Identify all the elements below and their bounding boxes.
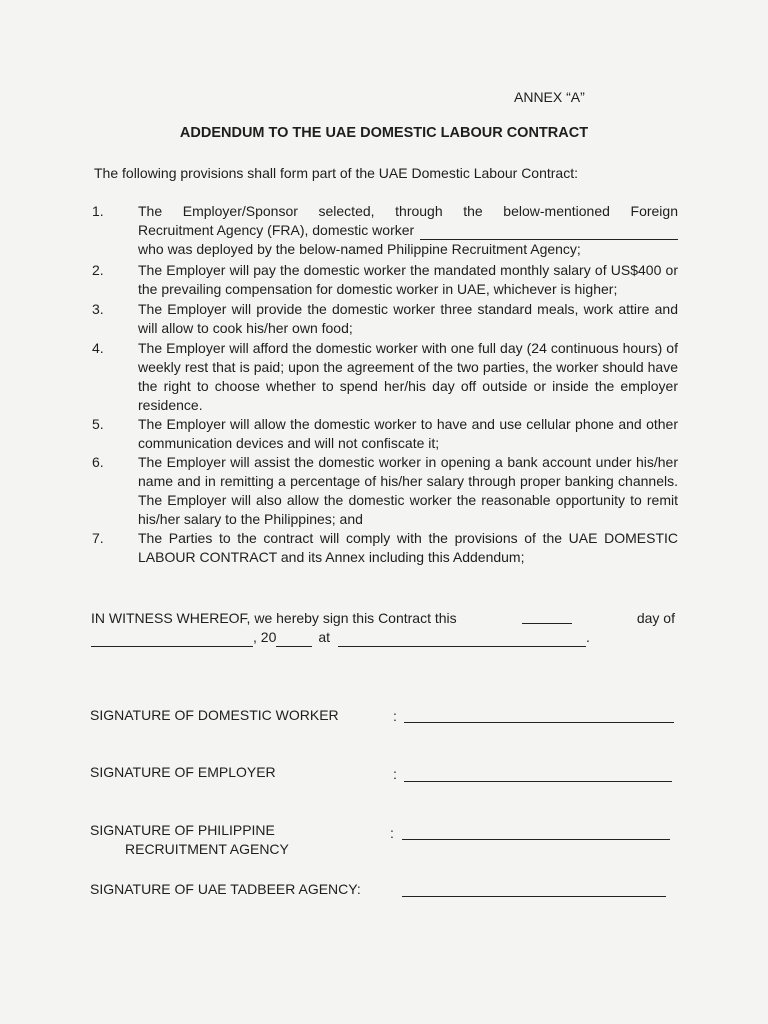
day-field[interactable] bbox=[522, 609, 572, 624]
provision-item bbox=[92, 202, 678, 259]
provision-text: The Parties to the contract will comply with the provisions of the UAE DOMESTIC LABOUR CONTRACT and its Annex including this Addendum; bbox=[138, 530, 678, 565]
domestic-worker-signature-line[interactable] bbox=[404, 722, 674, 723]
provision-text: The Employer will allow the domestic worker to have and use cellular phone and other communication devices and will not confiscate it; bbox=[138, 416, 678, 451]
philippine-agency-signature-line[interactable] bbox=[402, 839, 670, 840]
witness-text: at bbox=[318, 629, 331, 645]
provision-number: 6. bbox=[92, 454, 104, 470]
document-title: ADDENDUM TO THE UAE DOMESTIC LABOUR CONTRACT bbox=[179, 125, 589, 141]
provision-text: The Employer will afford the domestic worker with one full day (24 continuous hours) of weekly rest that is paid; upon the agreement of the two parties, the worker should have the right to choose whether to spend her/his day off outside or inside the employer residence. bbox=[138, 340, 678, 413]
provision-text: The Employer will pay the domestic worker the mandated monthly salary of US$400 or the prevailing compensation for domestic worker in UAE, whichever is higher; bbox=[138, 262, 678, 297]
provision-item bbox=[92, 453, 678, 529]
provision-number: 4. bbox=[92, 340, 104, 356]
witness-clause bbox=[91, 609, 675, 647]
provision-text: The Employer will provide the domestic worker three standard meals, work attire and will allow to cook his/her own food; bbox=[138, 301, 678, 336]
provision-item bbox=[92, 415, 678, 453]
signature-label-employer: SIGNATURE OF EMPLOYER bbox=[90, 764, 276, 780]
signature-label-domestic-worker: SIGNATURE OF DOMESTIC WORKER bbox=[90, 707, 339, 723]
provision-line: Recruitment Agency (FRA), domestic worker bbox=[138, 222, 415, 238]
witness-text: IN WITNESS WHEREOF, we hereby sign this Contract this bbox=[91, 610, 457, 626]
provision-number: 5. bbox=[92, 416, 104, 432]
signature-label-philippine-agency: SIGNATURE OF PHILIPPINE RECRUITMENT AGENCY bbox=[90, 822, 289, 857]
provision-line: who was deployed by the below-named Philippine Recruitment Agency; bbox=[138, 241, 581, 257]
provision-line: The Employer/Sponsor selected, through the below-mentioned Foreign bbox=[138, 203, 678, 219]
signature-label-tadbeer-agency: SIGNATURE OF UAE TADBEER AGENCY: bbox=[90, 881, 361, 897]
annex-label: ANNEX “A” bbox=[514, 89, 585, 105]
witness-text: day of bbox=[636, 610, 675, 626]
place-field[interactable] bbox=[338, 632, 586, 647]
signature-colon: : bbox=[390, 825, 394, 841]
witness-text: . bbox=[586, 629, 590, 645]
provision-number: 7. bbox=[92, 530, 104, 546]
year-field[interactable] bbox=[276, 632, 312, 647]
signature-colon: : bbox=[393, 708, 397, 724]
domestic-worker-name-field[interactable] bbox=[420, 225, 678, 240]
provision-item bbox=[92, 261, 678, 299]
month-field[interactable] bbox=[91, 632, 253, 647]
provision-number: 3. bbox=[92, 301, 104, 317]
provision-text: The Employer will assist the domestic worker in opening a bank account under his/her name and in remitting a percentage of his/her salary through proper banking channels. The Employer will also allow the domestic worker the reasonable opportunity to remit his/her salary to the Philippines; and bbox=[138, 454, 678, 527]
signature-colon: : bbox=[393, 766, 397, 782]
provisions-list bbox=[92, 202, 678, 567]
witness-text: , 20 bbox=[253, 629, 277, 645]
employer-signature-line[interactable] bbox=[404, 781, 672, 782]
tadbeer-agency-signature-line[interactable] bbox=[402, 896, 666, 897]
provision-number: 2. bbox=[92, 262, 104, 278]
provision-number: 1. bbox=[92, 203, 104, 219]
intro-paragraph: The following provisions shall form part of the UAE Domestic Labour Contract: bbox=[94, 165, 578, 181]
provision-item bbox=[92, 529, 678, 567]
provision-item bbox=[92, 300, 678, 338]
provision-item bbox=[92, 339, 678, 415]
